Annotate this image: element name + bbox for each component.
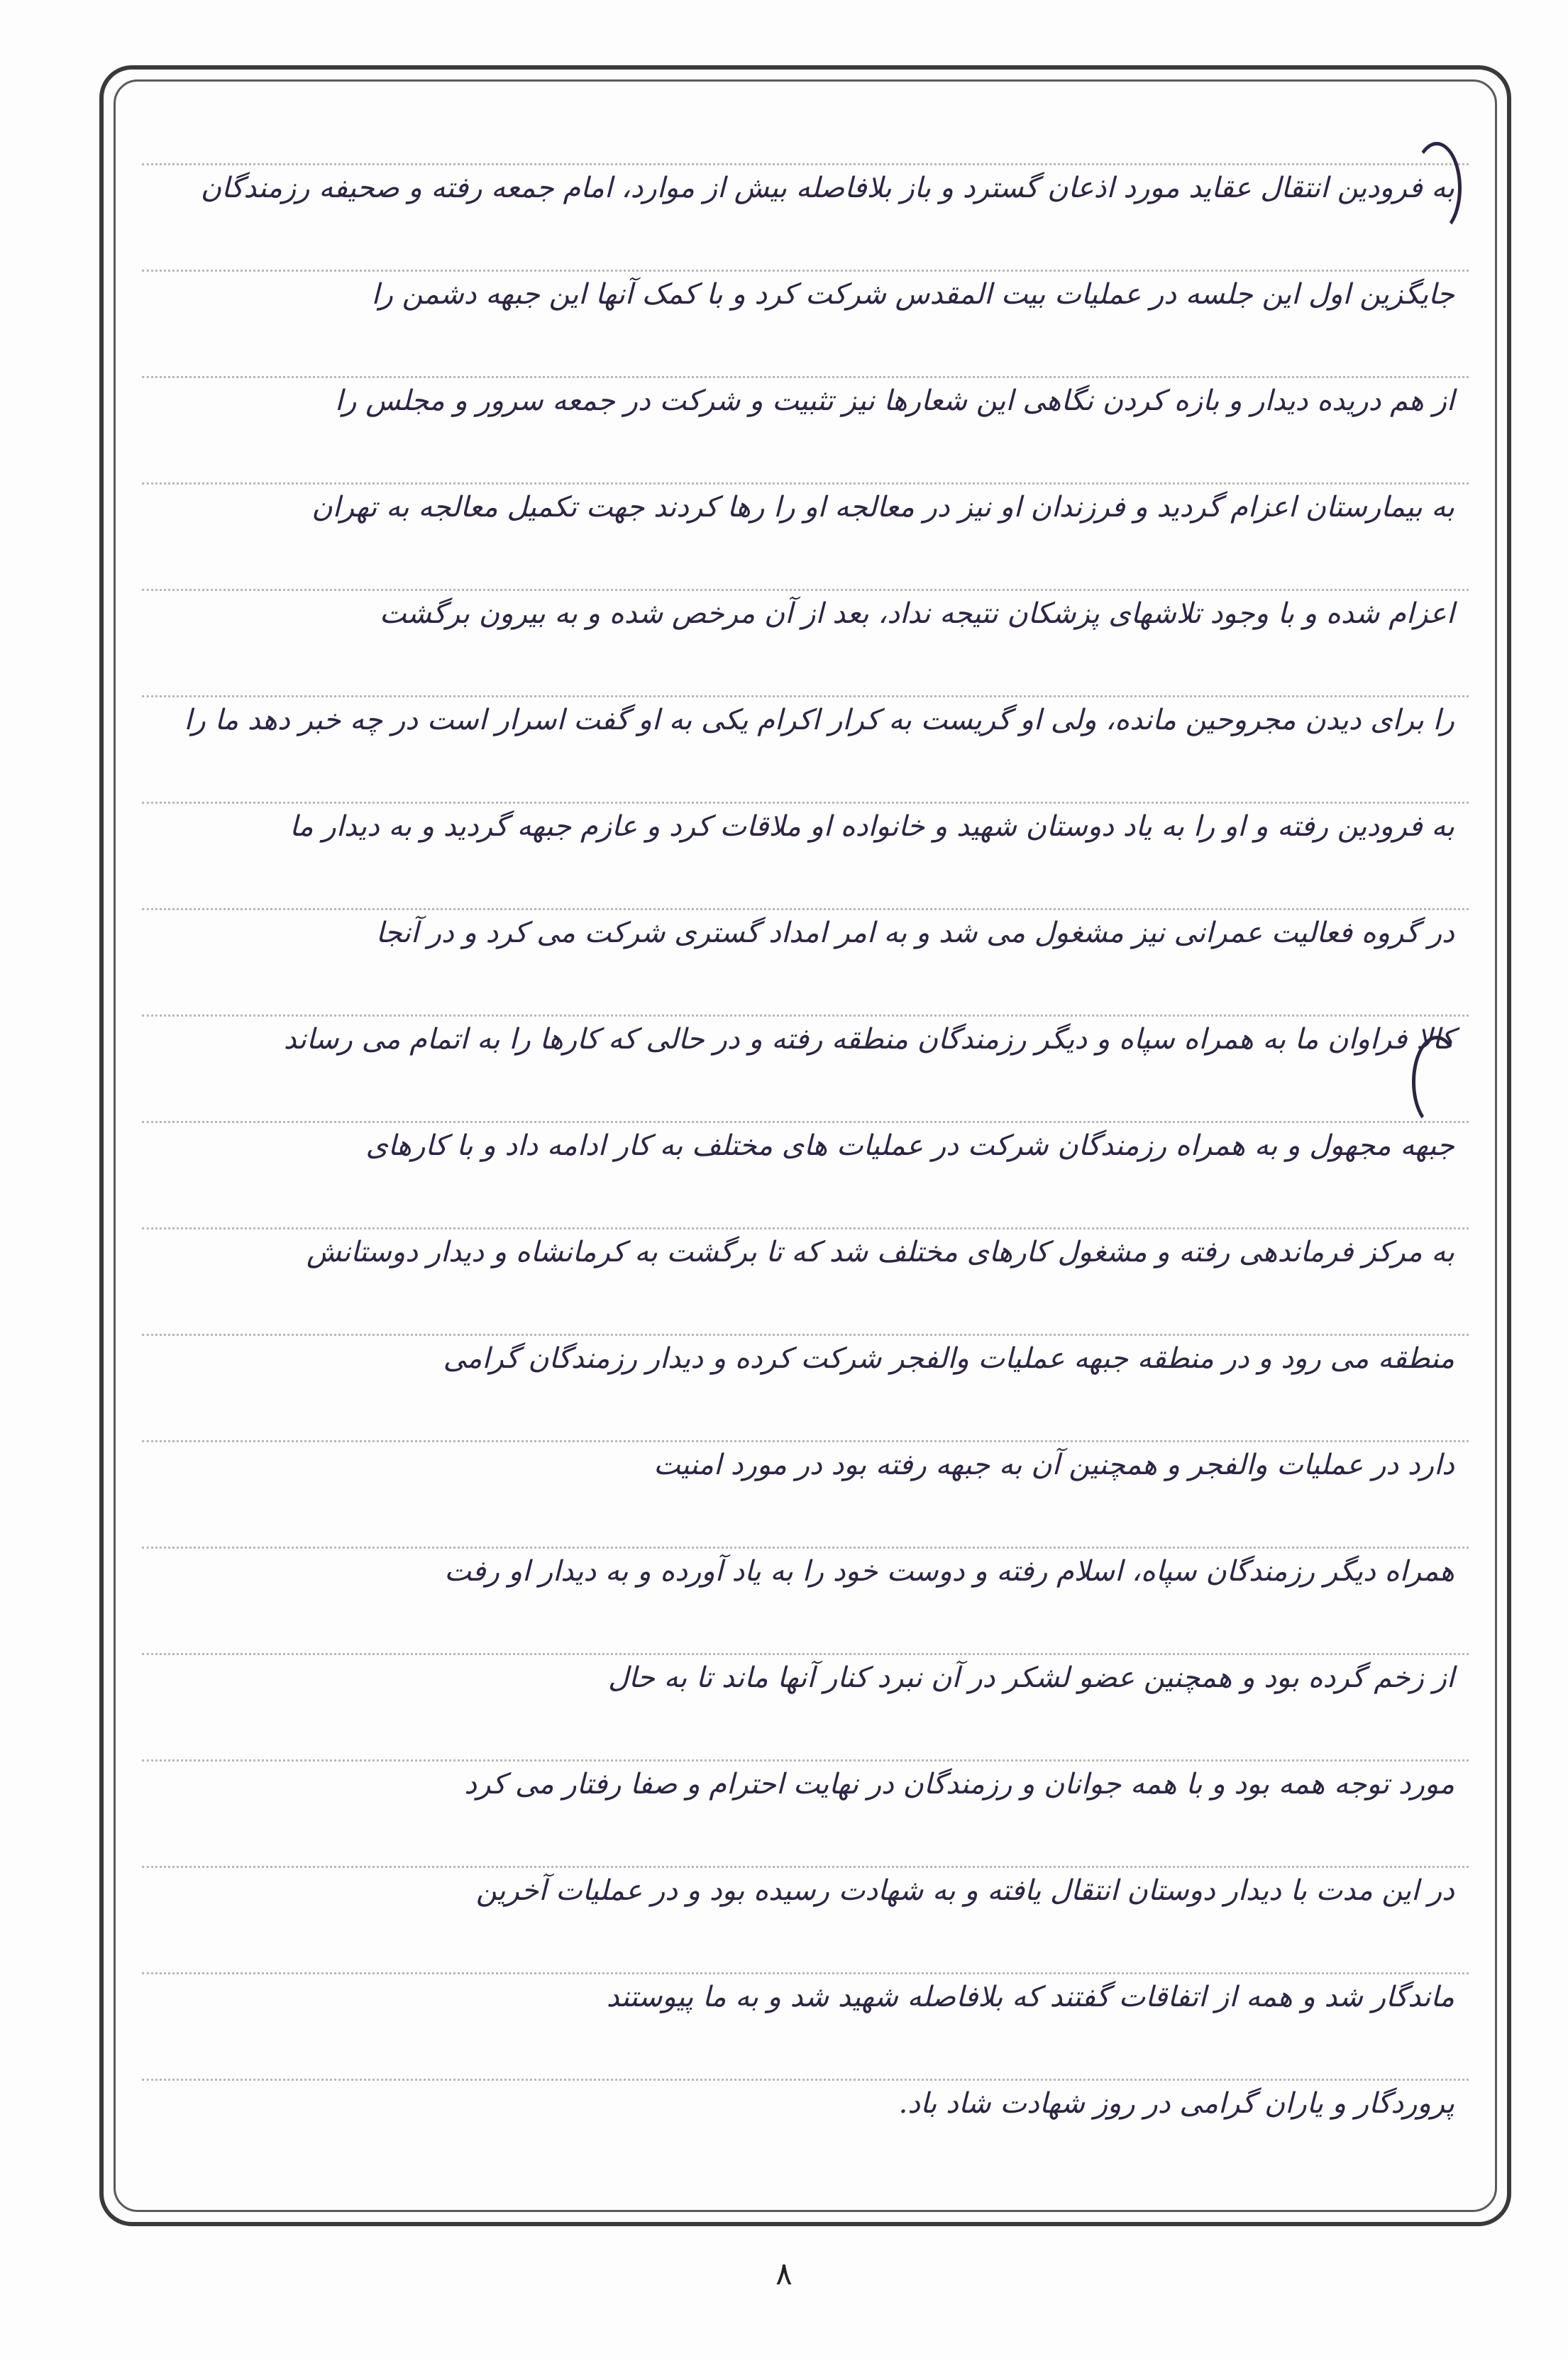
text-line: پروردگار و یاران گرامی در روز شهادت شاد باد. (898, 2087, 1454, 2120)
text-line: به فرودین رفته و او را به یاد دوستان شهید و خانواده او ملاقات کرد و عازم جبهه گردید و به دیدار ما (289, 810, 1454, 843)
text-line: همراه دیگر رزمندگان سپاه، اسلام رفته و دوست خود را به یاد آورده و به دیدار او رفت (444, 1555, 1454, 1588)
text-line: دارد در عملیات والفجر و همچنین آن به جبهه رفته بود در مورد امنیت (653, 1449, 1454, 1481)
handwritten-text (85, 135, 1497, 2157)
text-line: کالا فراوان ما به همراه سپاه و دیگر رزمندگان منطقه رفته و در حالی که کارها را به اتمام می رساند (283, 1023, 1454, 1056)
text-line: جایگزین اول این جلسه در عملیات بیت المقدس شرکت کرد و با کمک آنها این جبهه دشمن را (371, 278, 1454, 311)
text-line: به فرودین انتقال عقاید مورد اذعان گسترد و باز بلافاصله بیش از موارد، امام جمعه رفته و صحیفه رزمندگان (200, 172, 1454, 204)
text-line: در گروه فعالیت عمرانی نیز مشغول می شد و به امر امداد گستری شرکت می کرد و در آنجا (375, 917, 1454, 949)
text-line: از زخم گرده بود و همچنین عضو لشکر در آن نبرد کنار آنها ماند تا به حال (607, 1661, 1454, 1694)
text-line: اعزام شده و با وجود تلاشهای پزشکان نتیجه نداد، بعد از آن مرخص شده و به بیرون برگشت (379, 597, 1454, 630)
text-line: مورد توجه همه بود و با همه جوانان و رزمندگان در نهایت احترام و صفا رفتار می کرد (464, 1768, 1454, 1801)
text-line: ماندگار شد و همه از اتفاقات گفتند که بلافاصله شهید شد و به ما پیوستند (606, 1981, 1454, 2013)
text-line: به بیمارستان اعزام گردید و فرزندان او نیز در معالجه او را رها کردند جهت تکمیل معالجه به تهران (311, 491, 1454, 524)
page-number: ۸ (775, 2256, 793, 2292)
text-line: در این مدت با دیدار دوستان انتقال یافته و به شهادت رسیده بود و در عملیات آخرین (475, 1874, 1454, 1907)
text-line: را برای دیدن مجروحین مانده، ولی او گریست به کرار اکرام یکی به او گفت اسرار است در چه خبر دهد ما را (184, 704, 1454, 736)
text-line: از هم دریده دیدار و بازه کردن نگاهی این شعارها نیز تثبیت و شرکت در جمعه سرور و مجلس را (335, 385, 1454, 417)
text-line: منطقه می رود و در منطقه جبهه عملیات والفجر شرکت کرده و دیدار رزمندگان گرامی (443, 1342, 1454, 1375)
text-line: جبهه مجهول و به همراه رزمندگان شرکت در عملیات های مختلف به کار ادامه داد و با کارهای (365, 1129, 1454, 1162)
text-line: به مرکز فرماندهی رفته و مشغول کارهای مختلف شد که تا برگشت به کرمانشاه و دیدار دوستانش (306, 1236, 1454, 1268)
